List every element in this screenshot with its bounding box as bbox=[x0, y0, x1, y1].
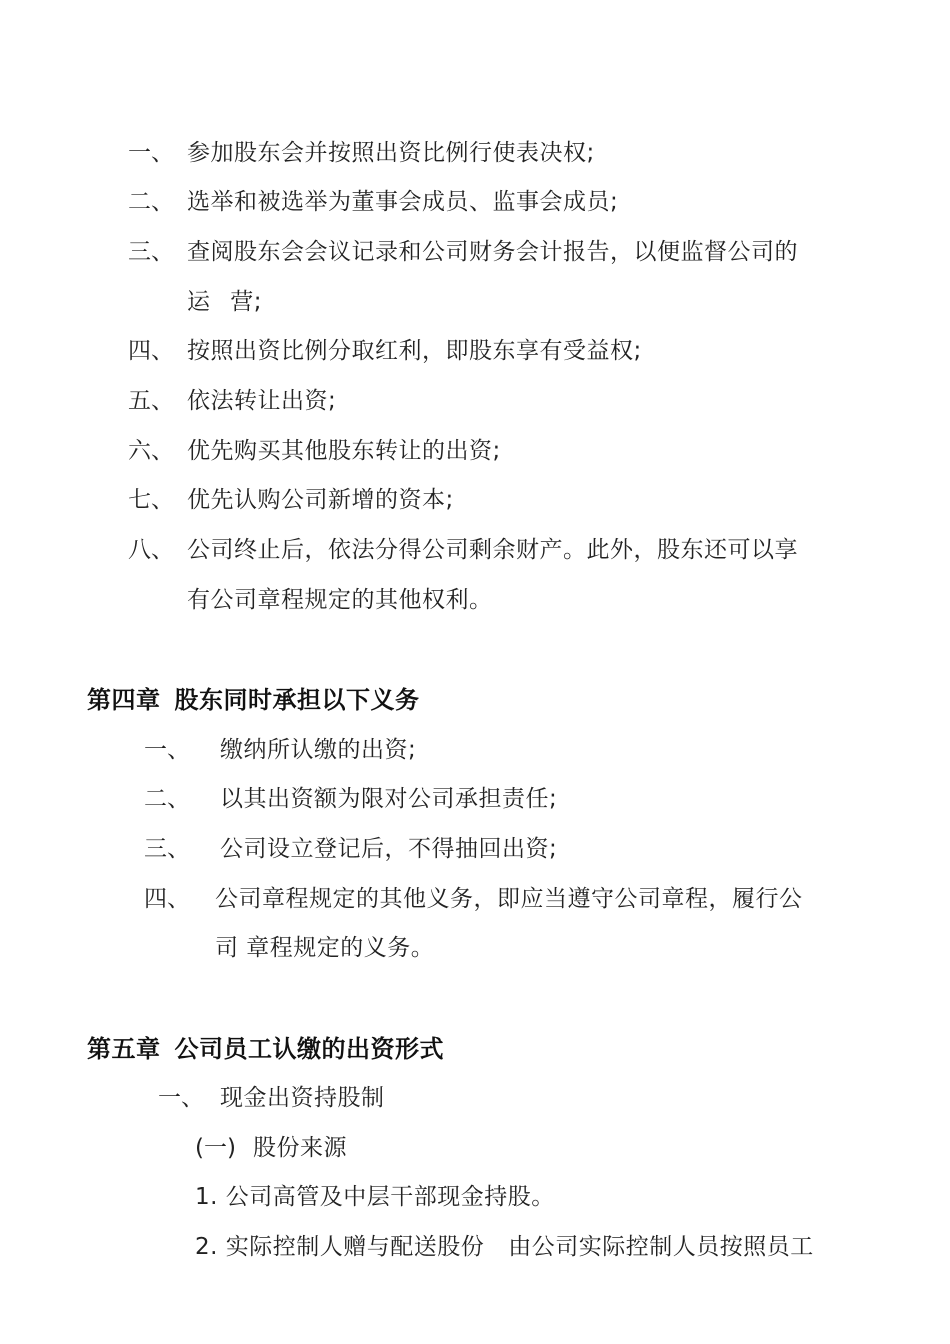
duties-item-1-text: 缴纳所认缴的出资; bbox=[220, 737, 417, 763]
rights-item-1-text: 参加股东会并按照出资比例行使表决权; bbox=[187, 140, 595, 166]
rights-item-8-continuation: 有公司章程规定的其他权利。 bbox=[187, 587, 493, 613]
rights-item-2-number: 二、 bbox=[128, 189, 174, 215]
rights-item-3-number: 三、 bbox=[128, 239, 174, 265]
rights-item-8-text: 公司终止后，依法分得公司剩余财产。此外，股东还可以享 bbox=[187, 537, 798, 563]
rights-item-4-text: 按照出资比例分取红利，即股东享有受益权; bbox=[187, 338, 642, 364]
share-source-item-2-title: 2. 实际控制人赠与配送股份 bbox=[195, 1234, 485, 1260]
rights-item-6-number: 六、 bbox=[128, 438, 174, 464]
chapter-5-title: 公司员工认缴的出资形式 bbox=[174, 1035, 444, 1063]
rights-item-3-continuation: 运 营; bbox=[187, 289, 263, 315]
duties-item-3-text: 公司设立登记后，不得抽回出资; bbox=[220, 836, 558, 862]
chapter-4-heading bbox=[87, 685, 420, 715]
rights-item-3-text: 查阅股东会会议记录和公司财务会计报告，以便监督公司的 bbox=[187, 239, 798, 265]
rights-item-5-number: 五、 bbox=[128, 388, 174, 414]
duties-item-2-number: 二、 bbox=[144, 786, 190, 812]
chapter-5-heading bbox=[87, 1034, 444, 1064]
duties-item-4-text: 公司章程规定的其他义务，即应当遵守公司章程，履行公 bbox=[215, 886, 803, 912]
section-1-title: 现金出资持股制 bbox=[220, 1085, 385, 1111]
subsection-1-number: (一) bbox=[195, 1135, 236, 1161]
duties-item-3-number: 三、 bbox=[144, 836, 190, 862]
rights-item-2-text: 选举和被选举为董事会成员、监事会成员; bbox=[187, 189, 619, 215]
duties-item-1-number: 一、 bbox=[144, 737, 190, 763]
subsection-1-title: 股份来源 bbox=[253, 1135, 347, 1161]
rights-item-4-number: 四、 bbox=[128, 338, 174, 364]
rights-item-5-text: 依法转让出资; bbox=[187, 388, 337, 414]
chapter-5-label: 第五章 bbox=[87, 1035, 161, 1063]
rights-item-6-text: 优先购买其他股东转让的出资; bbox=[187, 438, 501, 464]
share-source-item-2 bbox=[195, 1232, 814, 1262]
rights-item-8-number: 八、 bbox=[128, 537, 174, 563]
duties-item-4-number: 四、 bbox=[144, 886, 190, 912]
rights-item-7-number: 七、 bbox=[128, 487, 174, 513]
rights-item-7-text: 优先认购公司新增的资本; bbox=[187, 487, 454, 513]
duties-item-4-continuation: 司 章程规定的义务。 bbox=[215, 935, 435, 961]
rights-item-1-number: 一、 bbox=[128, 140, 174, 166]
chapter-4-label: 第四章 bbox=[87, 686, 161, 714]
chapter-4-title: 股东同时承担以下义务 bbox=[174, 686, 420, 714]
duties-item-2-text: 以其出资额为限对公司承担责任; bbox=[220, 786, 558, 812]
share-source-item-1: 1. 公司高管及中层干部现金持股。 bbox=[195, 1184, 555, 1210]
share-source-item-2-text: 由公司实际控制人员按照员工 bbox=[508, 1234, 814, 1260]
section-1-number: 一、 bbox=[158, 1085, 204, 1111]
